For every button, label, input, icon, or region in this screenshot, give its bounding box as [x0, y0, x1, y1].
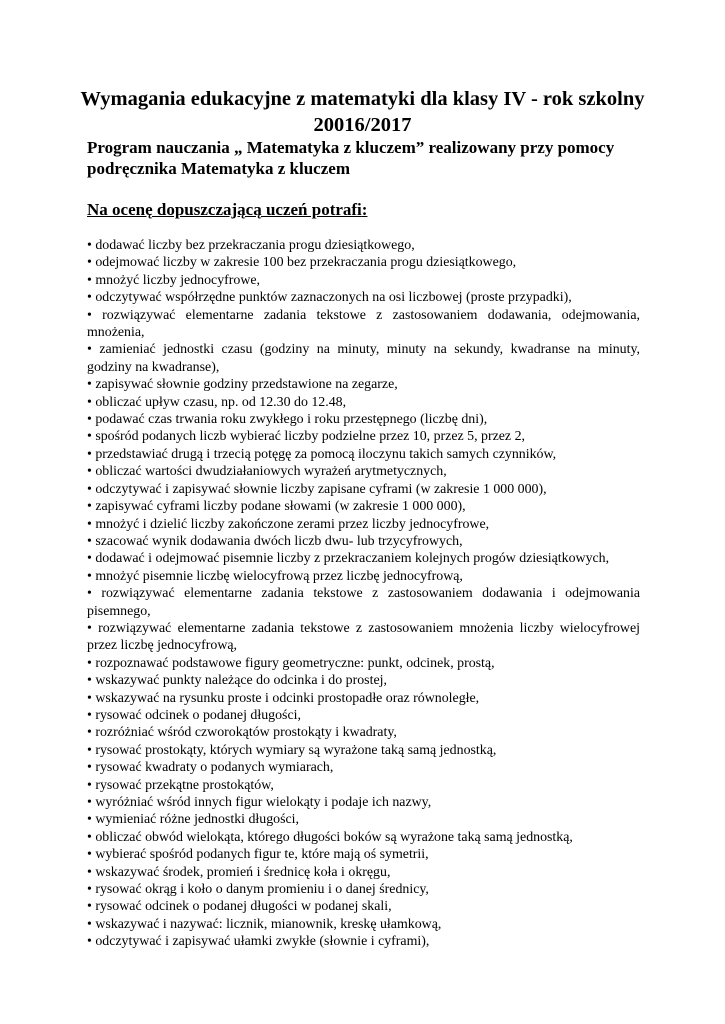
list-item: • wskazywać i nazywać: licznik, mianownik, kreskę ułamkową,: [87, 916, 442, 932]
list-item: • rysować prostokąty, których wymiary są wyrażone taką samą jednostką,: [87, 742, 497, 758]
section-heading-text: Na ocenę dopuszczającą uczeń potrafi: [87, 200, 362, 219]
list-item: • rozwiązywać elementarne zadania tekstowe z zastosowaniem dodawania, odejmowania, mnożenia,: [87, 307, 640, 341]
list-item: • wybierać spośród podanych figur te, które mają oś symetrii,: [87, 847, 429, 863]
list-item: • odczytywać i zapisywać słownie liczby zapisane cyframi (w zakresie 1 000 000),: [87, 481, 547, 497]
list-item: • rysować kwadraty o podanych wymiarach,: [87, 760, 334, 776]
document-title-line-2: 20016/2017: [313, 114, 412, 136]
document-title-line-1: Wymagania edukacyjne z matematyki dla klasy IV - rok szkolny: [80, 88, 645, 110]
list-item: • spośród podanych liczb wybierać liczby podzielne przez 10, przez 5, przez 2,: [87, 429, 525, 445]
list-item: • rozpoznawać podstawowe figury geometryczne: punkt, odcinek, prostą,: [87, 655, 495, 671]
section-heading: [87, 199, 367, 220]
list-item: • rozróżniać wśród czworokątów prostokąty i kwadraty,: [87, 725, 397, 741]
requirements-list: [87, 237, 640, 951]
list-item: • rysować przekątne prostokątów,: [87, 777, 274, 793]
list-item: • rozwiązywać elementarne zadania tekstowe z zastosowaniem dodawania i odejmowania pisemnego,: [87, 586, 640, 619]
list-item: • obliczać obwód wielokąta, którego długości boków są wyrażone taką samą jednostką,: [87, 829, 573, 845]
list-item: • zamieniać jednostki czasu (godziny na minuty, minuty na sekundy, kwadranse na minuty, godziny na kwadranse),: [87, 342, 640, 375]
document-subtitle: Program nauczania „ Matematyka z kluczem” realizowany przy pomocy podręcznika Matematyka z kluczem: [87, 138, 615, 178]
list-item: • rysować odcinek o podanej długości,: [87, 707, 301, 723]
list-item: • mnożyć liczby jednocyfrowe,: [87, 272, 261, 288]
list-item: • wymieniać różne jednostki długości,: [87, 812, 300, 828]
list-item: • wskazywać punkty należące do odcinka i do prostej,: [87, 673, 387, 689]
list-item: • odejmować liczby w zakresie 100 bez przekraczania progu dziesiątkowego,: [87, 255, 517, 271]
list-item: • zapisywać cyframi liczby podane słowami (w zakresie 1 000 000),: [87, 499, 466, 515]
list-item: • wskazywać środek, promień i średnicę koła i okręgu,: [87, 864, 391, 880]
list-item: • odczytywać współrzędne punktów zaznaczonych na osi liczbowej (proste przypadki),: [87, 290, 572, 306]
section-heading-colon: :: [361, 200, 368, 219]
list-item: • rysować odcinek o podanej długości w podanej skali,: [87, 899, 392, 915]
list-item: • dodawać liczby bez przekraczania progu dziesiątkowego,: [87, 238, 415, 253]
list-item: • mnożyć i dzielić liczby zakończone zerami przez liczby jednocyfrowe,: [87, 516, 490, 532]
list-item: • rozwiązywać elementarne zadania tekstowe z zastosowaniem mnożenia liczby wielocyfrowej przez liczbę jednocyfrową,: [87, 620, 640, 654]
list-item: • dodawać i odejmować pisemnie liczby z przekraczaniem kolejnych progów dziesiątkowych,: [87, 551, 610, 567]
list-item: • wyróżniać wśród innych figur wielokąty i podaje ich nazwy,: [87, 795, 432, 810]
document-title: [60, 86, 665, 138]
list-item: • zapisywać słownie godziny przedstawione na zegarze,: [87, 377, 398, 393]
list-item: • przedstawiać drugą i trzecią potęgę za pomocą iloczynu takich samych czynników,: [87, 446, 557, 462]
list-item: • podawać czas trwania roku zwykłego i roku przestępnego (liczbę dni),: [87, 412, 488, 428]
list-item: • obliczać wartości dwudziałaniowych wyrażeń arytmetycznych,: [87, 464, 447, 480]
list-item: • rysować okrąg i koło o danym promieniu i o danej średnicy,: [87, 882, 429, 898]
list-item: • szacować wynik dodawania dwóch liczb dwu- lub trzycyfrowych,: [87, 533, 463, 549]
list-item: • wskazywać na rysunku proste i odcinki prostopadłe oraz równoległe,: [87, 690, 480, 706]
list-item: • odczytywać i zapisywać ułamki zwykłe (słownie i cyframi),: [87, 934, 430, 950]
list-item: • obliczać upływ czasu, np. od 12.30 do 12.48,: [87, 394, 347, 410]
list-item: • mnożyć pisemnie liczbę wielocyfrową przez liczbę jednocyfrową,: [87, 568, 463, 584]
